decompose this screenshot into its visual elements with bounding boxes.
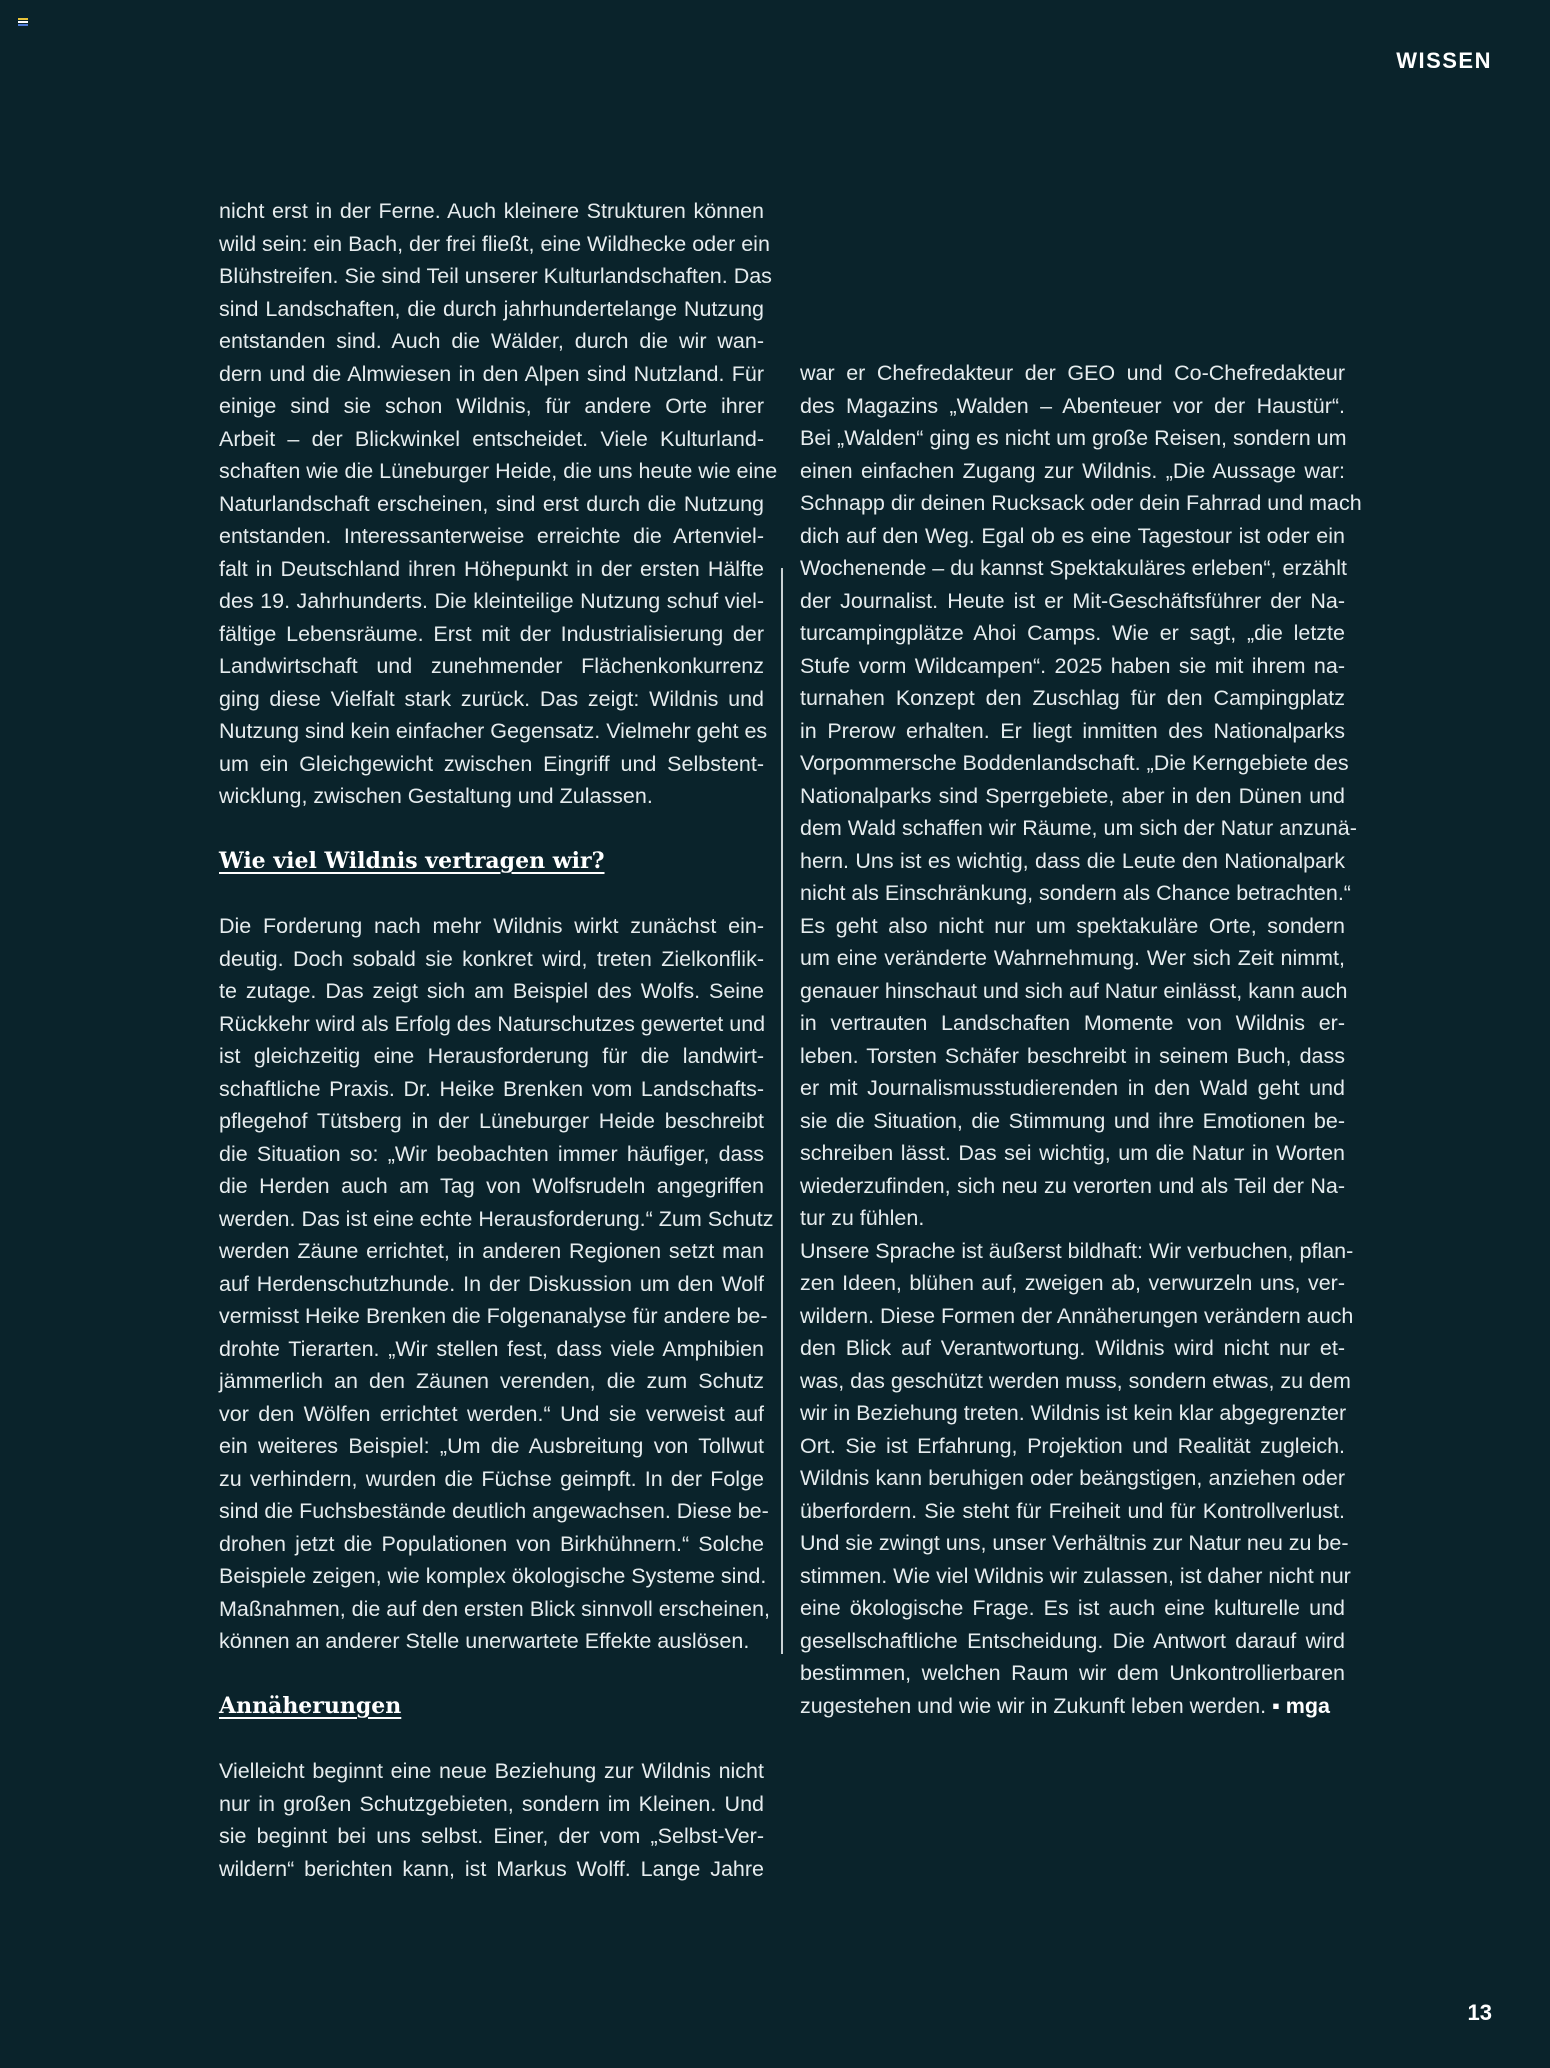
text-line: Landwirtschaft und zunehmender Flächenkonkurrenz xyxy=(219,654,764,678)
text-line: des 19. Jahrhunderts. Die kleinteilige Nutzung schuf viel- xyxy=(219,589,764,613)
text-line: Vielleicht beginnt eine neue Beziehung zur Wildnis nicht xyxy=(219,1759,764,1783)
text-line: turcampingplätze Ahoi Camps. Wie er sagt, „die letzte xyxy=(800,621,1345,645)
text-line: deutig. Doch sobald sie konkret wird, treten Zielkonflik- xyxy=(219,946,764,971)
text-line: überfordern. Sie steht für Freiheit und für Kontrollverlust. xyxy=(800,1498,1345,1523)
menu-bar-2 xyxy=(18,21,28,23)
text-line: Stufe vorm Wildcampen“. 2025 haben sie mit ihrem na- xyxy=(800,653,1345,678)
intro-paragraph xyxy=(219,195,778,813)
text-line: nicht erst in der Ferne. Auch kleinere Strukturen können xyxy=(219,199,764,223)
text-line: können an anderer Stelle unerwartete Effekte auslösen. xyxy=(219,1629,750,1653)
text-line: vor den Wölfen errichtet werden.“ Und sie verweist auf xyxy=(219,1401,764,1426)
text-line: Naturlandschaft erscheinen, sind erst durch die Nutzung xyxy=(219,491,764,516)
text-line: was, das geschützt werden muss, sondern etwas, zu dem xyxy=(800,1368,1351,1393)
menu-bar-1 xyxy=(18,18,28,20)
left-column xyxy=(219,195,778,1885)
spacer xyxy=(219,1723,764,1756)
text-line: war er Chefredakteur der GEO und Co-Chefredakteur xyxy=(800,361,1345,385)
heading-annaeherungen: Annäherungen xyxy=(219,1693,402,1719)
spacer xyxy=(219,878,764,911)
text-line: pflegehof Tütsberg in der Lüneburger Heide beschreibt xyxy=(219,1109,764,1133)
text-line: Nutzung sind kein einfacher Gegensatz. Vielmehr geht es xyxy=(219,719,768,743)
text-line: Schnapp dir deinen Rucksack oder dein Fahrrad und mach xyxy=(800,491,1362,515)
text-line: stimmen. Wie viel Wildnis wir zulassen, ist daher nicht nur xyxy=(800,1563,1351,1588)
hamburger-menu-icon[interactable] xyxy=(18,18,28,26)
right-paragraph-1 xyxy=(800,357,1362,1235)
final-line-text: zugestehen und wie wir in Zukunft leben werden. xyxy=(800,1693,1267,1718)
text-line: dern und die Almwiesen in den Alpen sind Nutzland. Für xyxy=(219,361,764,386)
heading-wie-viel-wildnis: Wie viel Wildnis vertragen wir? xyxy=(219,848,605,874)
text-line: zu verhindern, wurden die Füchse geimpft. In der Folge xyxy=(219,1466,764,1491)
text-line: dich auf den Weg. Egal ob es eine Tagestour ist oder ein xyxy=(800,523,1345,548)
text-line: wir in Beziehung treten. Wildnis ist kein klar abgegrenzter xyxy=(800,1401,1347,1425)
text-line: Arbeit – der Blickwinkel entscheidet. Viele Kulturland- xyxy=(219,426,764,451)
text-line: werden Zäune errichtet, in anderen Regionen setzt man xyxy=(219,1239,764,1263)
byline-marker: ▪ xyxy=(1272,1693,1280,1718)
text-line: Bei „Walden“ ging es nicht um große Reisen, sondern um xyxy=(800,426,1347,450)
text-line: bestimmen, welchen Raum wir dem Unkontrollierbaren xyxy=(800,1661,1345,1685)
text-line: Nationalparks sind Sperrgebiete, aber in den Dünen und xyxy=(800,783,1345,808)
text-line: leben. Torsten Schäfer beschreibt in seinem Buch, dass xyxy=(800,1043,1345,1068)
text-line: einige sind sie schon Wildnis, für andere Orte ihrer xyxy=(219,394,764,418)
text-line: Wochenende – du kannst Spektakuläres erleben“, erzählt xyxy=(800,556,1348,580)
right-column xyxy=(800,357,1362,1722)
text-line: wildern. Diese Formen der Annäherungen verändern auch xyxy=(800,1303,1354,1328)
text-line: Die Forderung nach mehr Wildnis wirkt zunächst ein- xyxy=(219,914,764,938)
text-line: wildern“ berichten kann, ist Markus Wolff. Lange Jahre xyxy=(219,1856,764,1881)
text-line: drohte Tierarten. „Wir stellen fest, dass viele Amphibien xyxy=(219,1336,764,1361)
text-line: Beispiele zeigen, wie komplex ökologische Systeme sind. xyxy=(219,1564,767,1588)
text-line: um eine veränderte Wahrnehmung. Wer sich Zeit nimmt, xyxy=(800,946,1345,970)
text-line: sie die Situation, die Stimmung und ihre Emotionen be- xyxy=(800,1108,1345,1133)
text-line: in vertrauten Landschaften Momente von Wildnis er- xyxy=(800,1011,1345,1035)
text-line: wiederzufinden, sich neu zu verorten und als Teil der Na- xyxy=(800,1173,1345,1198)
text-line: turnahen Konzept den Zuschlag für den Campingplatz xyxy=(800,686,1345,710)
text-line: um ein Gleichgewicht zwischen Eingriff und Selbstent- xyxy=(219,751,764,776)
text-line: werden. Das ist eine echte Herausforderung.“ Zum Schutz xyxy=(219,1206,774,1231)
spacer xyxy=(219,813,764,846)
text-line: tur zu fühlen. xyxy=(800,1206,925,1230)
menu-bar-3 xyxy=(18,24,28,26)
text-line: Maßnahmen, die auf den ersten Blick sinnvoll erscheinen, xyxy=(219,1596,770,1621)
text-line: die Herden auch am Tag von Wolfsrudeln angegriffen xyxy=(219,1174,764,1198)
text-line: wicklung, zwischen Gestaltung und Zulassen. xyxy=(219,784,653,808)
text-line: schreiben lässt. Das sei wichtig, um die Natur in Worten xyxy=(800,1141,1345,1165)
text-line: wild sein: ein Bach, der frei fließt, eine Wildhecke oder ein xyxy=(219,231,770,256)
text-line: genauer hinschaut und sich auf Natur einlässt, kann auch xyxy=(800,978,1348,1003)
final-line xyxy=(800,1690,1345,1723)
right-paragraph-2 xyxy=(800,1235,1354,1690)
page-number: 13 xyxy=(1467,2000,1492,2025)
text-line: Wildnis kann beruhigen oder beängstigen, anziehen oder xyxy=(800,1466,1345,1490)
text-line: ist gleichzeitig eine Herausforderung für die landwirt- xyxy=(219,1044,764,1068)
text-line: sie beginnt bei uns selbst. Einer, der vom „Selbst-Ver- xyxy=(219,1824,764,1848)
text-line: die Situation so: „Wir beobachten immer häufiger, dass xyxy=(219,1141,764,1166)
text-line: fältige Lebensräume. Erst mit der Industrialisierung der xyxy=(219,621,764,646)
text-line: vermisst Heike Brenken die Folgenanalyse für andere be- xyxy=(219,1304,768,1328)
text-line: des Magazins „Walden – Abenteuer vor der Haustür“. xyxy=(800,393,1345,418)
byline: mga xyxy=(1285,1693,1330,1718)
text-line: zen Ideen, blühen auf, zweigen ab, verwurzeln uns, ver- xyxy=(800,1271,1345,1295)
text-line: er mit Journalismusstudierenden in den Wald geht und xyxy=(800,1076,1345,1100)
spacer xyxy=(219,1658,764,1691)
text-line: den Blick auf Verantwortung. Wildnis wird nicht nur et- xyxy=(800,1336,1345,1360)
text-line: ging diese Vielfalt stark zurück. Das zeigt: Wildnis und xyxy=(219,686,764,711)
text-line: Rückkehr wird als Erfolg des Naturschutzes gewertet und xyxy=(219,1011,766,1036)
text-line: ein weiteres Beispiel: „Um die Ausbreitung von Tollwut xyxy=(219,1434,764,1458)
text-line: der Journalist. Heute ist er Mit-Geschäftsführer der Na- xyxy=(800,588,1345,613)
text-line: Es geht also nicht nur um spektakuläre Orte, sondern xyxy=(800,913,1345,938)
text-line: falt in Deutschland ihren Höhepunkt in der ersten Hälfte xyxy=(219,556,764,581)
section-2-paragraph xyxy=(219,1755,764,1885)
text-line: nicht als Einschränkung, sondern als Chance betrachten.“ xyxy=(800,881,1351,905)
text-line: eine ökologische Frage. Es ist auch eine kulturelle und xyxy=(800,1596,1345,1620)
text-line: schaften wie die Lüneburger Heide, die uns heute wie eine xyxy=(219,459,778,483)
text-line: auf Herdenschutzhunde. In der Diskussion um den Wolf xyxy=(219,1271,764,1296)
text-line: einen einfachen Zugang zur Wildnis. „Die Aussage war: xyxy=(800,458,1345,483)
text-line: drohen jetzt die Populationen von Birkhühnern.“ Solche xyxy=(219,1531,764,1556)
text-line: Und sie zwingt uns, unser Verhältnis zur Natur neu zu be- xyxy=(800,1531,1349,1555)
text-line: schaftliche Praxis. Dr. Heike Brenken vom Landschafts- xyxy=(219,1076,764,1101)
text-line: in Prerow erhalten. Er liegt inmitten des Nationalparks xyxy=(800,718,1345,743)
text-line: Blühstreifen. Sie sind Teil unserer Kulturlandschaften. Das xyxy=(219,264,772,288)
text-line: Ort. Sie ist Erfahrung, Projektion und Realität zugleich. xyxy=(800,1433,1345,1458)
text-line: nur in großen Schutzgebieten, sondern im Kleinen. Und xyxy=(219,1791,764,1816)
text-line: entstanden. Interessanterweise erreichte die Artenviel- xyxy=(219,524,764,548)
text-line: te zutage. Das zeigt sich am Beispiel des Wolfs. Seine xyxy=(219,979,764,1003)
text-line: dem Wald schaffen wir Räume, um sich der Natur anzunä- xyxy=(800,816,1357,840)
text-line: Vorpommersche Boddenlandschaft. „Die Kerngebiete des xyxy=(800,751,1349,775)
text-line: sind Landschaften, die durch jahrhundertelange Nutzung xyxy=(219,296,764,321)
text-line: hern. Uns ist es wichtig, dass die Leute den Nationalpark xyxy=(800,848,1345,873)
column-divider xyxy=(781,568,783,1654)
text-line: jämmerlich an den Zäunen verenden, die zum Schutz xyxy=(219,1369,764,1393)
section-label: WISSEN xyxy=(1396,48,1492,73)
text-line: entstanden sind. Auch die Wälder, durch die wir wan- xyxy=(219,329,764,353)
text-line: Unsere Sprache ist äußerst bildhaft: Wir verbuchen, pflan- xyxy=(800,1238,1354,1263)
section-1-paragraph xyxy=(219,910,774,1658)
text-line: gesellschaftliche Entscheidung. Die Antwort darauf wird xyxy=(800,1628,1345,1653)
text-line: sind die Fuchsbestände deutlich angewachsen. Diese be- xyxy=(219,1499,769,1523)
